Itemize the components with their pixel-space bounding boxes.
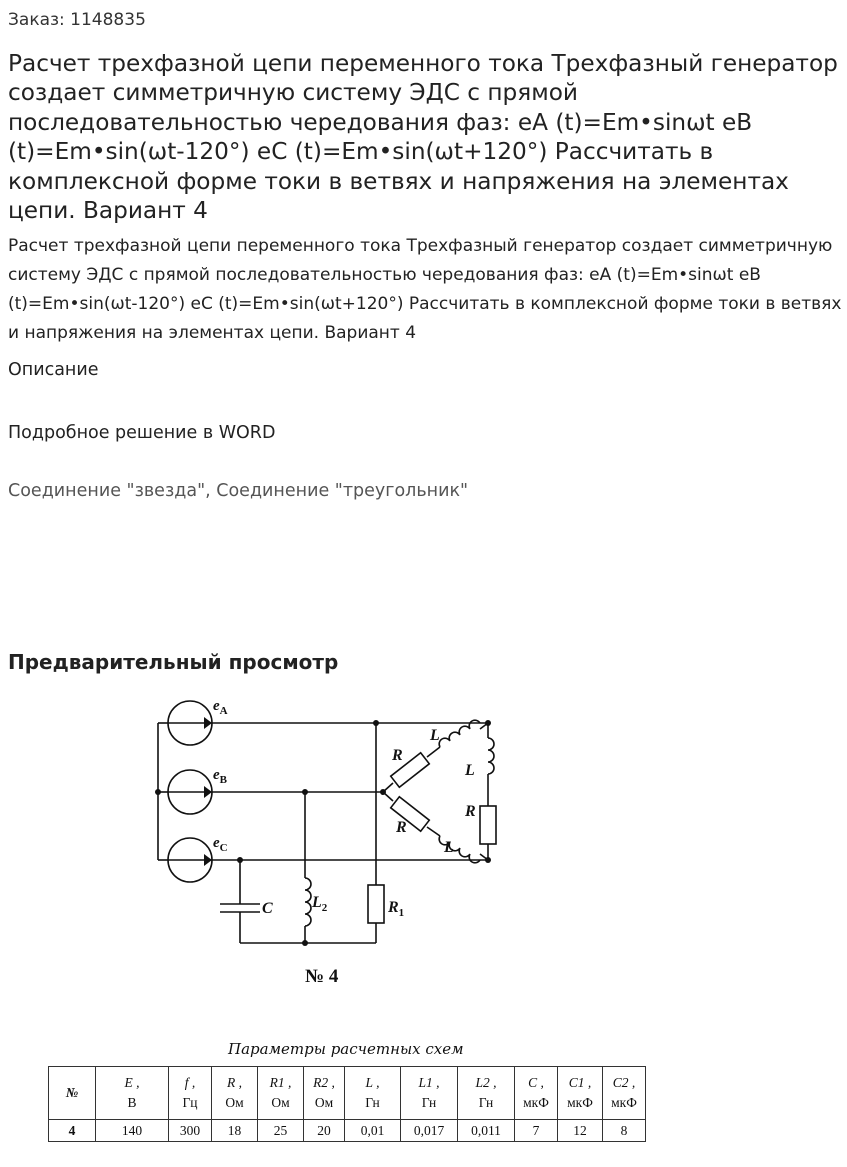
label-L-right: L — [465, 762, 475, 779]
header-cell: № — [49, 1067, 96, 1120]
header-cell: L , Гн — [345, 1067, 401, 1120]
table-cell: 7 — [515, 1120, 558, 1142]
table-row — [49, 1120, 646, 1142]
tags: Соединение "звезда", Соединение "треугольник" — [8, 481, 469, 501]
table-cell: 8 — [603, 1120, 646, 1142]
header-cell: R1 , Ом — [258, 1067, 304, 1120]
header-cell: L2 , Гн — [458, 1067, 515, 1120]
header-cell: C1 , мкФ — [558, 1067, 603, 1120]
table-cell: 18 — [212, 1120, 258, 1142]
table-cell: 0,017 — [401, 1120, 458, 1142]
table-cell: 0,011 — [458, 1120, 515, 1142]
header-cell: C , мкФ — [515, 1067, 558, 1120]
description-heading: Описание — [8, 360, 99, 380]
description-text: Расчет трехфазной цепи переменного тока Трехфазный генератор создает симметричную систему ЭДС с прямой последовательностью чередования фаз: eA (t)=Em•sinωt eB (t)=Em•sin(ωt-120°) eC (t)=Em•sin(ωt+120°) Рассчитать в комплексной форме токи в ветвях и напряжения на элементах цепи. Вариант 4 — [8, 236, 842, 343]
table-cell: 12 — [558, 1120, 603, 1142]
header-cell: f , Гц — [169, 1067, 212, 1120]
label-eB: $e_B$ — [213, 767, 228, 786]
header-cell: C2 , мкФ — [603, 1067, 646, 1120]
table-cell: 300 — [169, 1120, 212, 1142]
label-R-lower: R — [396, 819, 407, 836]
table-cell: 0,01 — [345, 1120, 401, 1142]
table-caption: Параметры расчетных схем — [228, 1040, 464, 1058]
page-title: Расчет трехфазной цепи переменного тока Трехфазный генератор создает симметричную систему ЭДС с прямой последовательностью чередования фаз: eA (t)=Em•sinωt eB (t)=Em•sin(ωt-120°) eC (t)=Em•sin(ωt+120°) Рассчитать в комплексной форме токи в ветвях и напряжения на элементах цепи. Вариант 4 — [8, 50, 838, 225]
parameters-table — [48, 1066, 646, 1142]
diagram-caption: № 4 — [305, 966, 339, 987]
label-R-right: R — [465, 803, 476, 820]
order-number: Заказ: 1148835 — [8, 10, 146, 30]
table-cell: 4 — [49, 1120, 96, 1142]
table-cell: 20 — [304, 1120, 345, 1142]
table-cell: 140 — [96, 1120, 169, 1142]
label-L-lower: L — [444, 839, 454, 856]
header-cell: R , Ом — [212, 1067, 258, 1120]
label-C: C — [262, 900, 273, 917]
solution-note: Подробное решение в WORD — [8, 423, 276, 443]
circuit-diagram — [0, 680, 847, 990]
table-header-row — [49, 1067, 646, 1120]
table-cell: 25 — [258, 1120, 304, 1142]
label-L2: $L_2$ — [312, 894, 328, 914]
label-R-upper: R — [392, 747, 403, 764]
preview-heading: Предварительный просмотр — [8, 650, 339, 674]
label-eC: $e_C$ — [213, 835, 228, 854]
label-eA: $e_A$ — [213, 698, 228, 717]
header-cell: R2 , Ом — [304, 1067, 345, 1120]
header-cell: L1 , Гн — [401, 1067, 458, 1120]
label-L-upper: L — [430, 727, 440, 744]
header-cell: E , В — [96, 1067, 169, 1120]
label-R1: $R_1$ — [388, 899, 405, 919]
